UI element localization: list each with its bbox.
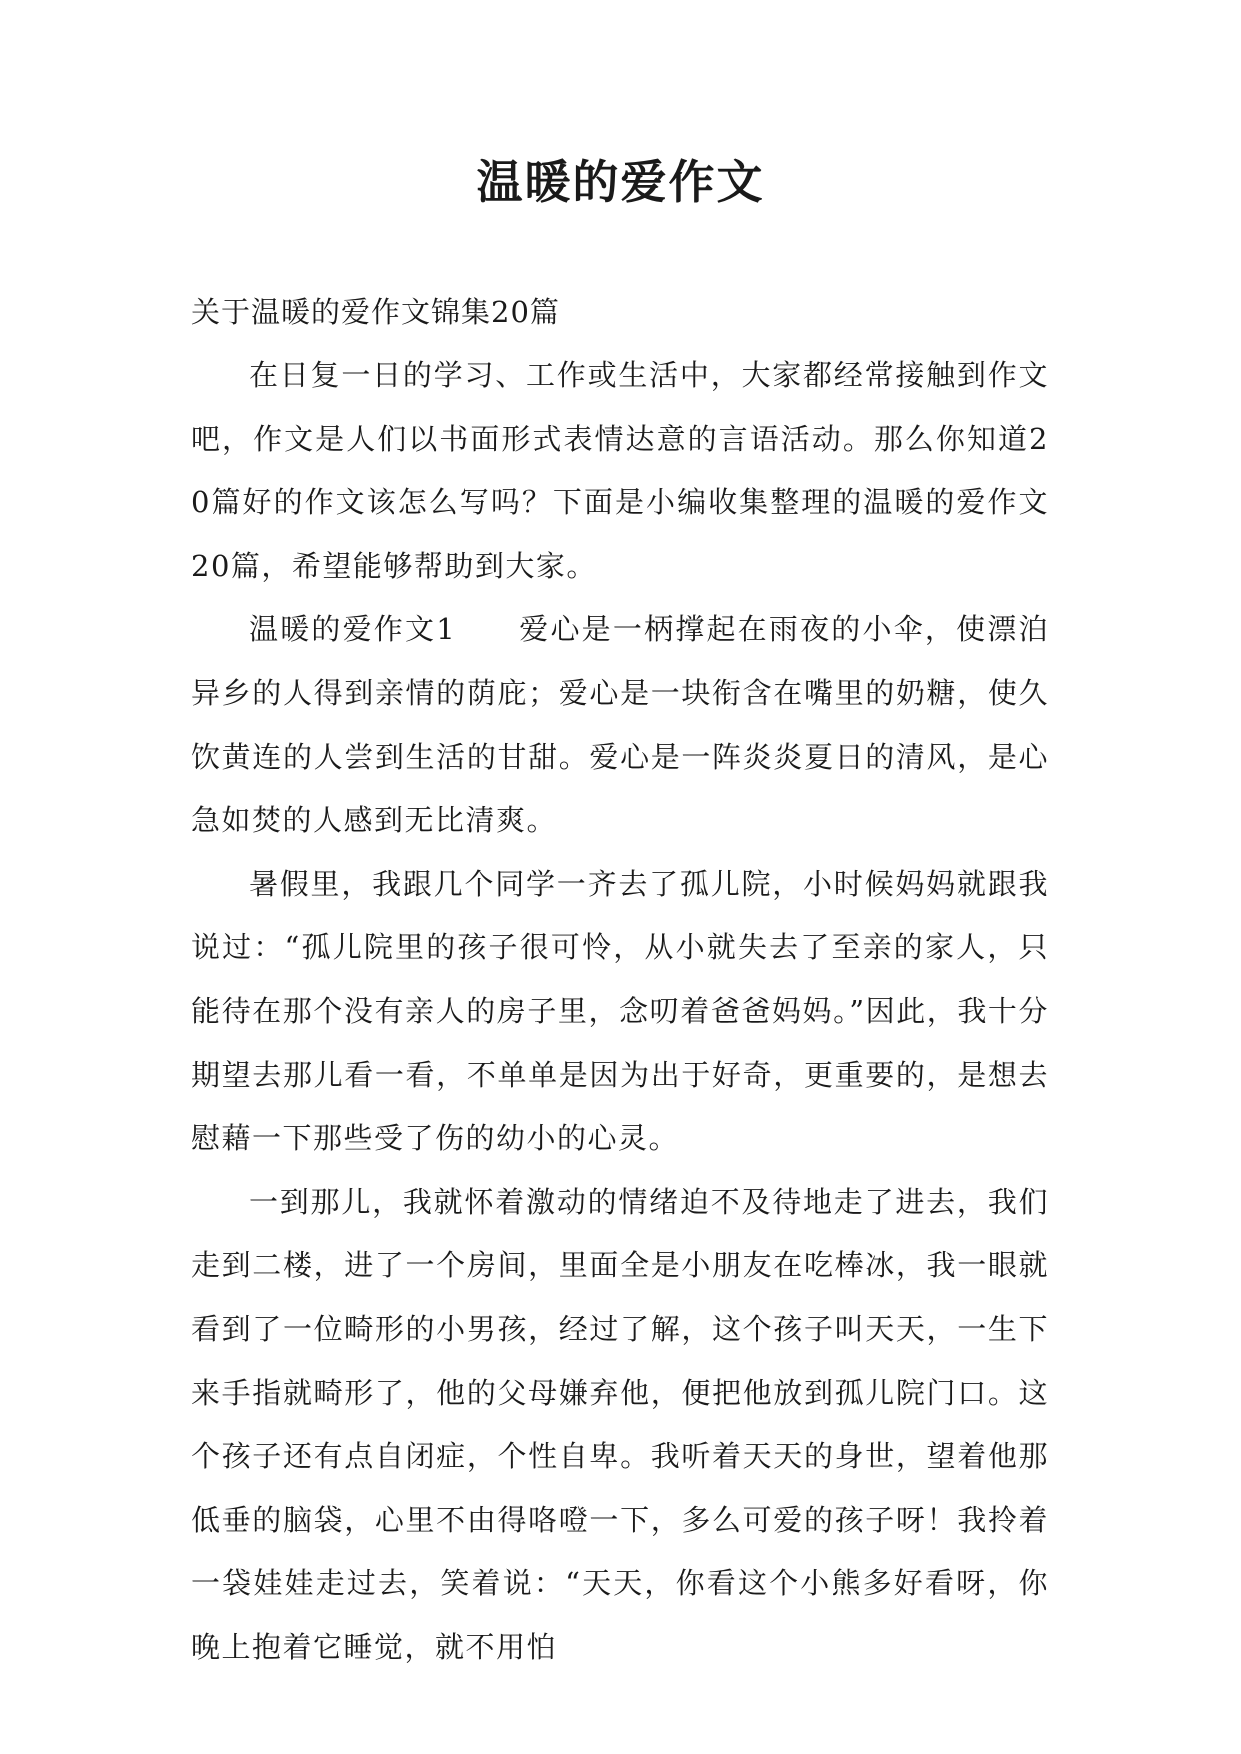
paragraph: 一到那儿，我就怀着激动的情绪迫不及待地走了进去，我们走到二楼，进了一个房间，里面全是小朋友在吃棒冰，我一眼就看到了一位畸形的小男孩，经过了解，这个孩子叫天天，一生下来手指就畸形了，他的父母嫌弃他，便把他放到孤儿院门口。这个孩子还有点自闭症，个性自卑。我听着天天的身世，望着他那低垂的脑袋，心里不由得咯噔一下，多么可爱的孩子呀！我拎着一袋娃娃走过去，笑着说：“天天，你看这个小熊多好看呀，你晚上抱着它睡觉，就不用怕 [191,1184,1049,1664]
paragraph: 暑假里，我跟几个同学一齐去了孤儿院，小时候妈妈就跟我说过：“孤儿院里的孩子很可怜，从小就失去了至亲的家人，只能待在那个没有亲人的房子里，念叨着爸爸妈妈。”因此，我十分期望去那儿看一看，不单单是因为出于好奇，更重要的，是想去慰藉一下那些受了伤的幼小的心灵。 [191,866,1049,1156]
document-title: 温暖的爱作文 [476,155,765,209]
document-subtitle: 关于温暖的爱作文锦集20篇 [191,295,560,329]
document-body [191,344,1049,1679]
paragraph: 在日复一日的学习、工作或生活中，大家都经常接触到作文吧，作文是人们以书面形式表情达意的言语活动。那么你知道20篇好的作文该怎么写吗？下面是小编收集整理的温暖的爱作文20篇，希望能够帮助到大家。 [191,358,1049,583]
paragraph: 温暖的爱作文1 爱心是一柄撑起在雨夜的小伞，使漂泊异乡的人得到亲情的荫庇；爱心是一块衔含在嘴里的奶糖，使久饮黄连的人尝到生活的甘甜。爱心是一阵炎炎夏日的清风，是心急如焚的人感到无比清爽。 [191,612,1049,838]
